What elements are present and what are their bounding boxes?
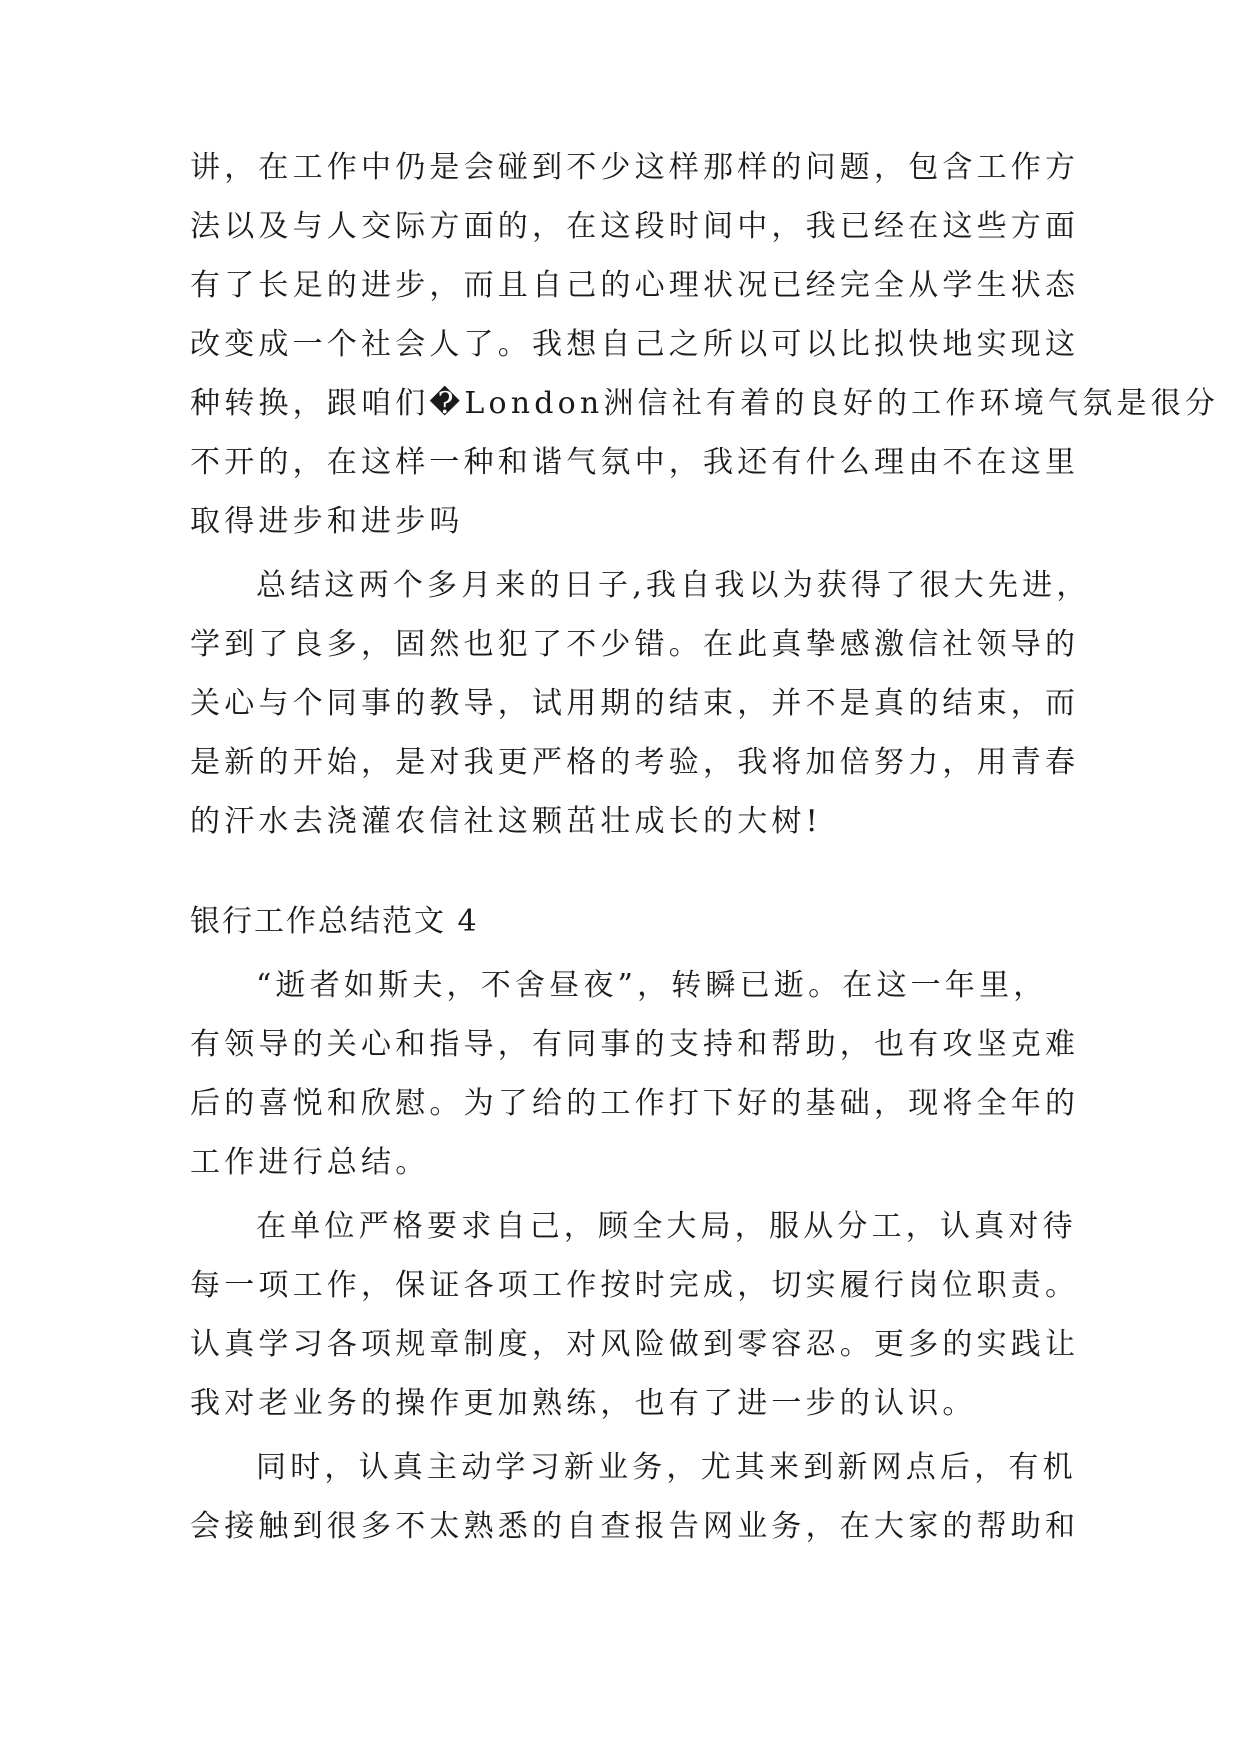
text-line: 每一项工作，保证各项工作按时完成，切实履行岗位职责。 bbox=[190, 1268, 1080, 1303]
paragraph-first-line: 同时，认真主动学习新业务，尤其来到新网点后，有机 bbox=[256, 1450, 1077, 1485]
text-line: 我对老业务的操作更加熟练，也有了进一步的认识。 bbox=[190, 1386, 977, 1421]
text-line: 是新的开始，是对我更严格的考验，我将加倍努力，用青春 bbox=[190, 745, 1080, 780]
text-line: 认真学习各项规章制度，对风险做到零容忍。更多的实践让 bbox=[190, 1327, 1080, 1362]
text-line: 会接触到很多不太熟悉的自查报告网业务，在大家的帮助和 bbox=[190, 1509, 1080, 1544]
text-line: 不开的，在这样一种和谐气氛中，我还有什么理由不在这里 bbox=[190, 445, 1080, 480]
text-line: 讲，在工作中仍是会碰到不少这样那样的问题，包含工作方 bbox=[190, 150, 1080, 185]
paragraph-first-line: “逝者如斯夫，不舍昼夜”，转瞬已逝。在这一年里， bbox=[256, 968, 1048, 1003]
text-line: 有领导的关心和指导，有同事的支持和帮助，也有攻坚克难 bbox=[190, 1027, 1080, 1062]
text-line: 后的喜悦和欣慰。为了给的工作打下好的基础，现将全年的 bbox=[190, 1086, 1080, 1121]
paragraph-first-line: 总结这两个多月来的日子,我自我以为获得了很大先进， bbox=[256, 568, 1091, 603]
text-line: 法以及与人交际方面的，在这段时间中，我已经在这些方面 bbox=[190, 209, 1080, 244]
text-line: 的汗水去浇灌农信社这颗茁壮成长的大树! bbox=[190, 804, 822, 839]
text-line: 改变成一个社会人了。我想自己之所以可以比拟快地实现这 bbox=[190, 327, 1080, 362]
text-line: 学到了良多，固然也犯了不少错。在此真挚感激信社领导的 bbox=[190, 627, 1080, 662]
text-line: 关心与个同事的教导，试用期的结束，并不是真的结束，而 bbox=[190, 686, 1080, 721]
text-line: 工作进行总结。 bbox=[190, 1145, 430, 1180]
text-line: 有了长足的进步，而且自己的心理状况已经完全从学生状态 bbox=[190, 268, 1080, 303]
section-heading: 银行工作总结范文 4 bbox=[190, 904, 479, 939]
text-line: 种转换，跟咱们�London洲信社有着的良好的工作环境气氛是很分 bbox=[190, 386, 1220, 421]
paragraph-first-line: 在单位严格要求自己，顾全大局，服从分工，认真对待 bbox=[256, 1209, 1077, 1244]
text-line: 取得进步和进步吗 bbox=[190, 504, 464, 539]
